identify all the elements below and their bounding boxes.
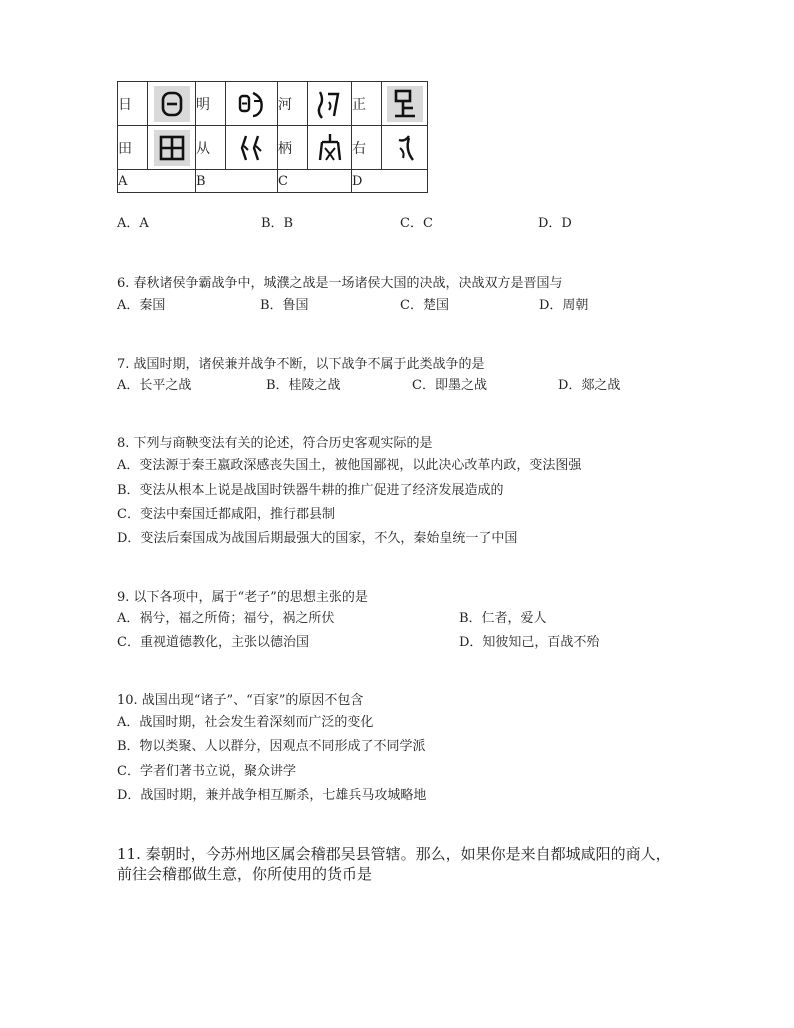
char-tian: 田 <box>118 126 148 170</box>
he-glyph-icon <box>312 86 348 122</box>
footer-d: D <box>352 170 428 193</box>
q6-option-d: D．周朝 <box>539 298 589 313</box>
q10-option-d: D．战国时期，兼并战争相互厮杀，七雄兵马攻城略地 <box>117 788 427 803</box>
q9-option-d: D．知彼知己，百战不殆 <box>459 635 600 650</box>
char-ri: 日 <box>118 82 148 126</box>
q7-stem: 7. 战国时期，诸侯兼并战争不断，以下战争不属于此类战争的是 <box>117 357 485 372</box>
q5-option-a: A．A <box>117 216 149 231</box>
q8-option-d: D．变法后秦国成为战国后期最强大的国家，不久，秦始皇统一了中国 <box>117 531 518 546</box>
q6-option-b: B．鲁国 <box>260 298 309 313</box>
q8-option-a: A．变法源于秦王嬴政深感丧失国土，被他国鄙视，以此决心改革内政，变法图强 <box>117 458 582 473</box>
zheng-glyph-icon <box>387 86 423 122</box>
ri-glyph-icon <box>154 86 190 122</box>
q10-option-b: B．物以类聚、人以群分，因观点不同形成了不同学派 <box>117 739 426 754</box>
footer-b: B <box>196 170 278 193</box>
q7-option-a: A．长平之战 <box>117 378 192 393</box>
q9-stem: 9. 以下各项中，属于“老子”的思想主张的是 <box>117 590 368 605</box>
q11-stem-line-2: 前往会稽郡做生意，你所使用的货币是 <box>117 865 373 883</box>
char-he: 河 <box>278 82 308 126</box>
glyph-row-1 <box>118 82 428 126</box>
q8-stem: 8. 下列与商鞅变法有关的论述，符合历史客观实际的是 <box>117 436 433 451</box>
char-you: 右 <box>352 126 382 170</box>
q5-option-b: B．B <box>261 216 294 231</box>
you-glyph-icon <box>387 130 423 166</box>
oracle-glyph-table <box>117 81 428 193</box>
char-zheng: 正 <box>352 82 382 126</box>
q7-option-d: D．郯之战 <box>558 378 621 393</box>
q5-option-d: D．D <box>538 216 572 231</box>
q8-option-c: C．变法中秦国迁都咸阳，推行郡县制 <box>117 507 335 522</box>
glyph-row-2 <box>118 126 428 170</box>
cong-glyph-icon <box>234 130 270 166</box>
q6-option-c: C．楚国 <box>400 298 449 313</box>
q10-option-c: C．学者们著书立说，聚众讲学 <box>117 764 296 779</box>
q8-option-b: B．变法从根本上说是战国时铁器牛耕的推广促进了经济发展造成的 <box>117 483 504 498</box>
q6-option-a: A．秦国 <box>117 298 166 313</box>
q9-option-b: B．仁者，爱人 <box>459 611 547 626</box>
ming-glyph-icon <box>234 86 270 122</box>
bing-glyph-icon <box>312 130 348 166</box>
q9-option-c: C．重视道德教化，主张以德治国 <box>117 635 309 650</box>
footer-c: C <box>278 170 352 193</box>
q5-option-c: C．C <box>400 216 433 231</box>
q7-option-c: C．即墨之战 <box>412 378 487 393</box>
footer-a: A <box>118 170 196 193</box>
char-cong: 从 <box>196 126 226 170</box>
q10-stem: 10. 战国出现“诸子”、“百家”的原因不包含 <box>117 693 364 708</box>
q7-option-b: B．桂陵之战 <box>266 378 341 393</box>
tian-glyph-icon <box>154 130 190 166</box>
char-ming: 明 <box>196 82 226 126</box>
q6-stem: 6. 春秋诸侯争霸战争中，城濮之战是一场诸侯大国的决战，决战双方是晋国与 <box>117 276 563 291</box>
char-bing: 柄 <box>278 126 308 170</box>
q10-option-a: A．战国时期，社会发生着深刻而广泛的变化 <box>117 715 374 730</box>
glyph-footer-row <box>118 170 428 193</box>
q11-stem-line-1: 11. 秦朝时，今苏州地区属会稽郡吴县管辖。那么，如果你是来自都城咸阳的商人， <box>117 845 671 863</box>
q9-option-a: A．祸兮，福之所倚；福兮，祸之所伏 <box>117 611 335 626</box>
